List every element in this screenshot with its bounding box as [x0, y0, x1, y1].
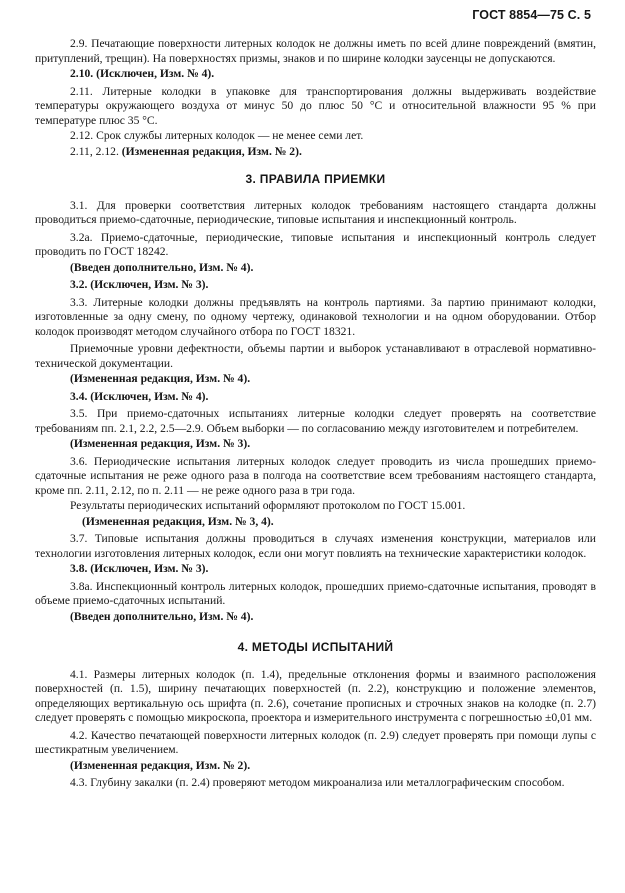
note-2-11-2-12 — [35, 145, 596, 160]
paragraph-3-8a: 3.8а. Инспекционный контроль литерных колодок, прошедших приемо-сдаточные испытания, проводят в объеме приемо-сдаточных испытаний. — [35, 579, 596, 607]
note-3-5: (Измененная редакция, Изм. № 3). — [70, 437, 251, 450]
paragraph-3-3-levels: Приемочные уровни дефектности, объемы партии и выборок устанавливают в отраслевой нормативно-технической документации. — [35, 342, 596, 370]
section-4-heading: 4. МЕТОДЫ ИСПЫТАНИЙ — [237, 640, 394, 654]
paragraph-2-11: 2.11. Литерные колодки в упаковке для транспортирования должны выдерживать воздействие температуры окружающего воздуха от минус 50 до плюс 50 °С и относительной влажности 95 % при температуре плюс 35 °С. — [35, 84, 596, 127]
paragraph-4-3: 4.3. Глубину закалки (п. 2.4) проверяют методом микроанализа или металлографическим способом. — [70, 776, 565, 789]
paragraph-3-6: 3.6. Периодические испытания литерных колодок следует проводить из числа прошедших приемо-сдаточные испытания не реже одного раза в полгода на соответствие всем требованиям настоящего стандарта, кроме пп. 2.11, 2.12, по п. 2.11 — не реже одного раза в три года. — [35, 454, 596, 497]
note-3-3: (Измененная редакция, Изм. № 4). — [70, 372, 251, 385]
section-3-heading: 3. ПРАВИЛА ПРИЕМКИ — [245, 172, 386, 186]
paragraph-4-1: 4.1. Размеры литерных колодок (п. 1.4), предельные отклонения формы и взаимного расположения поверхностей (п. 1.5), ширину печатающих поверхностей (п. 2.2), конструкцию и положение элементов, определяющих вертикальную ось шрифта (п. 2.6), сочетание прописных и строчных знаков на колодке (п. 2.7) следует проверять с помощью микроскопа, проектора и измерительного инструмента с погрешностью ±0,01 мм. — [35, 667, 596, 724]
note-4-2: (Измененная редакция, Изм. № 2). — [70, 758, 251, 772]
document-body — [35, 37, 596, 794]
note-2-11-2-12-text: (Измененная редакция, Изм. № 2). — [121, 144, 302, 158]
note-3-2: 3.2. (Исключен, Изм. № 3). — [70, 278, 209, 291]
note-3-6: (Измененная редакция, Изм. № 3, 4). — [82, 514, 274, 528]
paragraph-3-3: 3.3. Литерные колодки должны предъявлять на контроль партиями. За партию принимают колодки, изготовленные за одну смену, по одному чертежу, одинаковой технологии и на одном оборудовании. Отбор колодок производят методом случайного отбора по ГОСТ 18321. — [35, 295, 596, 338]
note-2-10-text: 2.10. (Исключен, Изм. № 4). — [70, 67, 215, 80]
note-2-10 — [35, 67, 596, 82]
paragraph-3-6-results: Результаты периодических испытаний оформляют протоколом по ГОСТ 15.001. — [70, 499, 466, 512]
paragraph-2-12: 2.12. Срок службы литерных колодок — не менее семи лет. — [70, 129, 364, 142]
page-header: ГОСТ 8854—75 С. 5 — [472, 8, 591, 22]
paragraph-4-2: 4.2. Качество печатающей поверхности литерных колодок (п. 2.9) следует проверять при помощи лупы с шестикратным увеличением. — [35, 728, 596, 756]
paragraph-3-1: 3.1. Для проверки соответствия литерных колодок требованиям настоящего стандарта должны проводиться приемо-сдаточные, периодические, типовые испытания и инспекционный контроль. — [35, 198, 596, 226]
note-2-11-2-12-number: 2.11, 2.12. — [70, 144, 119, 158]
note-3-4: 3.4. (Исключен, Изм. № 4). — [70, 389, 209, 403]
note-3-8a: (Введен дополнительно, Изм. № 4). — [70, 609, 254, 623]
note-3-2a: (Введен дополнительно, Изм. № 4). — [70, 260, 254, 274]
note-3-8: 3.8. (Исключен, Изм. № 3). — [70, 562, 209, 575]
paragraph-3-2a: 3.2а. Приемо-сдаточные, периодические, типовые испытания и инспекционный контроль следует проводить по ГОСТ 18242. — [35, 230, 596, 258]
paragraph-3-5: 3.5. При приемо-сдаточных испытаниях литерные колодки следует проверять на соответствие требованиям пп. 2.1, 2.2, 2.5—2.9. Объем выборки — по согласованию между изготовителем и потребителем. — [35, 407, 596, 435]
paragraph-3-7: 3.7. Типовые испытания должны проводиться в случаях изменения конструкции, материалов или технологии изготовления литерных колодок, если они могут повлиять на технические характеристики колодок. — [35, 532, 596, 560]
paragraph-2-9: 2.9. Печатающие поверхности литерных колодок не должны иметь по всей длине повреждений (вмятин, притуплений, трещин). На поверхностях призмы, знаков и по ширине колодки заусенцы не допускаются. — [35, 37, 596, 65]
